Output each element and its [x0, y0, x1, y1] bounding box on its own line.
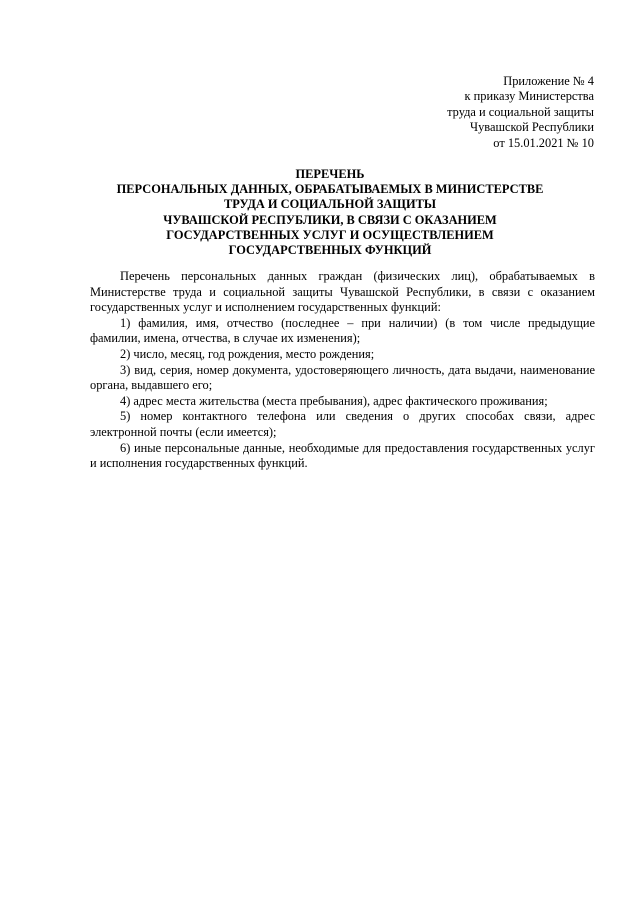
document-body: [90, 269, 595, 472]
title-line: ЧУВАШСКОЙ РЕСПУБЛИКИ, В СВЯЗИ С ОКАЗАНИЕМ: [163, 212, 497, 227]
list-item: 5) номер контактного телефона или сведения о других способах связи, адрес электронной почты (если имеется);: [90, 409, 595, 439]
list-item: 4) адрес места жительства (места пребывания), адрес фактического проживания;: [120, 393, 548, 408]
list-item: 6) иные персональные данные, необходимые для предоставления государственных услуг и исполнения государственных функций.: [90, 440, 595, 471]
title-line: ПЕРЕЧЕНЬ: [295, 167, 365, 181]
document-title: [60, 167, 600, 258]
appendix-header: [334, 74, 594, 151]
title-line: ТРУДА И СОЦИАЛЬНОЙ ЗАЩИТЫ: [223, 197, 437, 212]
appendix-number: Приложение № 4: [503, 74, 594, 88]
title-line: ГОСУДАРСТВЕННЫХ ФУНКЦИЙ: [228, 243, 432, 258]
title-line: ГОСУДАРСТВЕННЫХ УСЛУГ И ОСУЩЕСТВЛЕНИЕМ: [166, 227, 494, 242]
title-line: ПЕРСОНАЛЬНЫХ ДАННЫХ, ОБРАБАТЫВАЕМЫХ В МИНИСТЕРСТВЕ: [116, 182, 544, 197]
appendix-order-ref: к приказу Министерства: [464, 89, 594, 104]
list-item: 3) вид, серия, номер документа, удостоверяющего личность, дата выдачи, наименование органа, выдавшего его;: [90, 362, 595, 393]
list-item: 1) фамилия, имя, отчество (последнее – при наличии) (в том числе предыдущие фамилии, имена, отчества, в случае их изменения);: [90, 315, 595, 346]
appendix-ministry: труда и социальной защиты: [447, 104, 594, 119]
appendix-date-number: от 15.01.2021 № 10: [493, 135, 594, 150]
intro-paragraph: Перечень персональных данных граждан (физических лиц), обрабатываемых в Министерстве труда и социальной защиты Чувашской Республики, в связи с оказанием государственных услуг и исполнением государственных функций:: [90, 269, 595, 315]
list-item: 2) число, месяц, год рождения, место рождения;: [120, 346, 375, 361]
appendix-republic: Чувашской Республики: [470, 120, 594, 135]
